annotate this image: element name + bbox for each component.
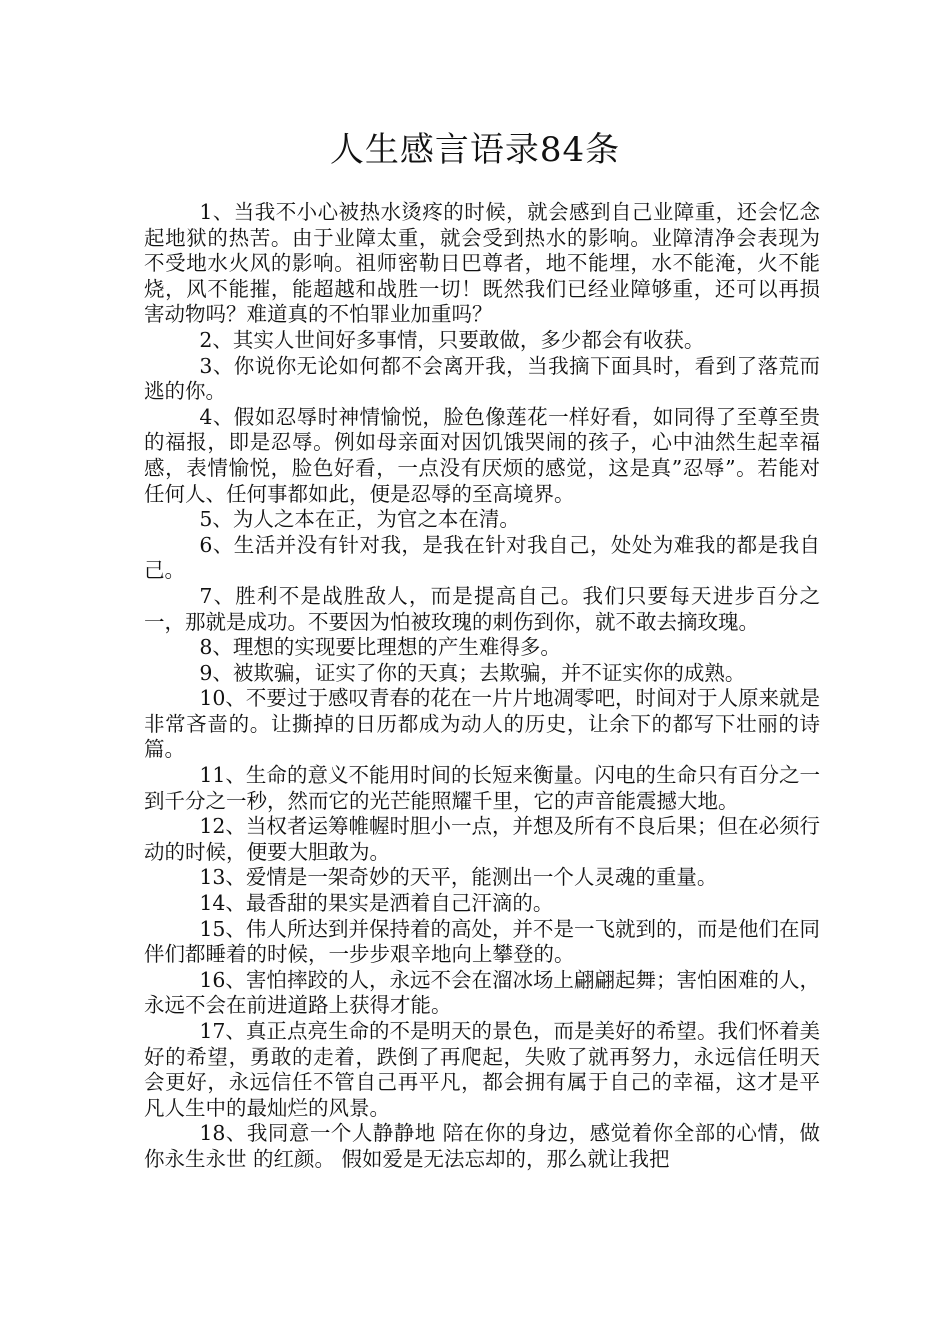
- quote-paragraph: 1、当我不小心被热水烫疼的时候，就会感到自己业障重，还会忆念起地狱的热苦。由于业障太重，就会受到热水的影响。业障清净会表现为不受地水火风的影响。祖师密勒日巴尊者，地不能埋，水不能淹，火不能烧，风不能摧，能超越和战胜一切！既然我们已经业障够重，还可以再损害动物吗？难道真的不怕罪业加重吗？: [144, 200, 820, 327]
- quote-paragraph: 7、胜利不是战胜敌人，而是提高自己。我们只要每天进步百分之一，那就是成功。不要因为怕被玫瑰的刺伤到你，就不敢去摘玫瑰。: [144, 583, 820, 634]
- quote-paragraph: 2、其实人世间好多事情，只要敢做，多少都会有收获。: [199, 327, 705, 352]
- quote-paragraph: 12、当权者运筹帷幄时胆小一点，并想及所有不良后果；但在必须行动的时候，便要大胆敢为。: [144, 814, 820, 864]
- quote-paragraph: 4、假如忍辱时神情愉悦，脸色像莲花一样好看，如同得了至尊至贵的福报，即是忍辱。例如母亲面对因饥饿哭闹的孩子，心中油然生起幸福感，表情愉悦，脸色好看，一点没有厌烦的感觉，这是真”忍辱”。若能对任何人、任何事都如此，便是忍辱的至高境界。: [144, 404, 820, 506]
- quote-paragraph: 13、爱情是一架奇妙的天平，能测出一个人灵魂的重量。: [199, 865, 718, 890]
- document-body: [144, 200, 820, 1173]
- quote-paragraph: 11、生命的意义不能用时间的长短来衡量。闪电的生命只有百分之一到千分之一秒，然而它的光芒能照耀千里，它的声音能震撼大地。: [144, 763, 820, 813]
- quote-paragraph: 6、生活并没有针对我，是我在针对我自己，处处为难我的都是我自己。: [144, 532, 820, 583]
- document-title: 人生感言语录84条: [329, 130, 621, 170]
- quote-paragraph: 15、伟人所达到并保持着的高处，并不是一飞就到的，而是他们在同伴们都睡着的时候，一步步艰辛地向上攀登的。: [144, 916, 820, 967]
- quote-paragraph: 9、被欺骗，证实了你的天真；去欺骗，并不证实你的成熟。: [199, 660, 746, 685]
- quote-paragraph: 3、你说你无论如何都不会离开我，当我摘下面具时，看到了落荒而逃的你。: [144, 353, 820, 404]
- quote-paragraph: 5、为人之本在正，为官之本在清。: [199, 507, 520, 532]
- quote-paragraph: 17、真正点亮生命的不是明天的景色，而是美好的希望。我们怀着美好的希望，勇敢的走着，跌倒了再爬起，失败了就再努力，永远信任明天会更好，永远信任不管自己再平凡，都会拥有属于自己的幸福，这才是平凡人生中的最灿烂的风景。: [144, 1019, 820, 1120]
- quote-paragraph: 18、我同意一个人静静地 陪在你的身边，感觉着你全部的心情，做你永生永世 的红颜。 假如爱是无法忘却的，那么就让我把: [144, 1121, 820, 1171]
- quote-paragraph: 8、理想的实现要比理想的产生难得多。: [199, 635, 561, 660]
- quote-paragraph: 16、害怕摔跤的人，永远不会在溜冰场上翩翩起舞；害怕困难的人，永远不会在前进道路上获得才能。: [144, 967, 820, 1018]
- quote-paragraph: 14、最香甜的果实是洒着自己汗滴的。: [199, 891, 554, 916]
- quote-paragraph: 10、不要过于感叹青春的花在一片片地凋零吧，时间对于人原来就是非常吝啬的。让撕掉的日历都成为动人的历史，让余下的都写下壮丽的诗篇。: [144, 686, 820, 762]
